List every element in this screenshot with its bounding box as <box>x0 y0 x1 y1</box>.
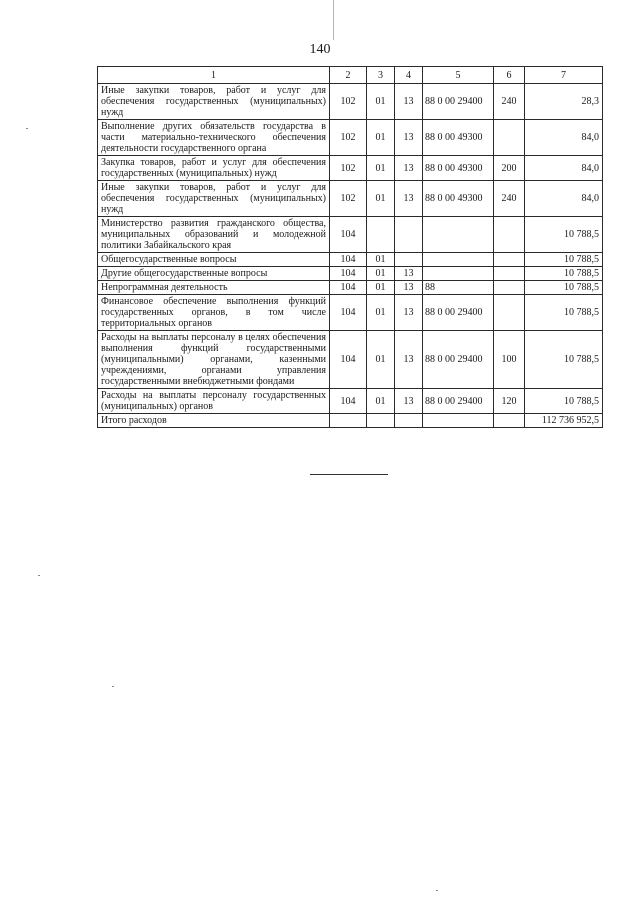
cell-col-6: 120 <box>494 389 525 414</box>
cell-col-4 <box>395 253 423 267</box>
cell-sum: 10 788,5 <box>525 281 603 295</box>
cell-col-5 <box>423 253 494 267</box>
table-row <box>98 295 603 331</box>
column-header: 4 <box>395 67 423 84</box>
table-body <box>98 84 603 428</box>
total-row <box>98 414 603 428</box>
scan-speck <box>112 686 114 687</box>
cell-col-6 <box>494 281 525 295</box>
column-header: 7 <box>525 67 603 84</box>
separator-line <box>310 474 388 475</box>
cell-col-4: 13 <box>395 281 423 295</box>
total-empty-cell <box>367 414 395 428</box>
table-row <box>98 181 603 217</box>
cell-col-2: 102 <box>330 156 367 181</box>
cell-col-4: 13 <box>395 156 423 181</box>
column-header: 3 <box>367 67 395 84</box>
cell-sum: 10 788,5 <box>525 267 603 281</box>
total-empty-cell <box>423 414 494 428</box>
row-name: Расходы на выплаты персоналу в целях обеспечения выполнения функций государственными (муниципальными) органами, казенными учреждениями, органами управления государственными внебюджетными фондами <box>98 331 330 389</box>
cell-col-4: 13 <box>395 120 423 156</box>
page-number: 140 <box>309 42 331 57</box>
cell-sum: 10 788,5 <box>525 389 603 414</box>
table-row <box>98 281 603 295</box>
cell-col-2: 102 <box>330 84 367 120</box>
cell-col-2: 104 <box>330 331 367 389</box>
total-empty-cell <box>494 414 525 428</box>
cell-col-3 <box>367 217 395 253</box>
budget-table <box>97 66 603 428</box>
cell-col-4 <box>395 217 423 253</box>
row-name: Общегосударственные вопросы <box>98 253 330 267</box>
cell-sum: 10 788,5 <box>525 217 603 253</box>
row-name: Закупка товаров, работ и услуг для обеспечения государственных (муниципальных) нужд <box>98 156 330 181</box>
cell-col-4: 13 <box>395 267 423 281</box>
cell-col-3: 01 <box>367 84 395 120</box>
total-empty-cell <box>395 414 423 428</box>
cell-col-2: 104 <box>330 217 367 253</box>
cell-sum: 84,0 <box>525 156 603 181</box>
cell-col-2: 102 <box>330 120 367 156</box>
row-name: Другие общегосударственные вопросы <box>98 267 330 281</box>
cell-col-2: 104 <box>330 389 367 414</box>
cell-col-5: 88 0 00 29400 <box>423 331 494 389</box>
cell-col-6 <box>494 267 525 281</box>
cell-col-5: 88 0 00 49300 <box>423 181 494 217</box>
cell-col-6: 240 <box>494 181 525 217</box>
scan-speck <box>38 575 40 576</box>
cell-col-2: 104 <box>330 281 367 295</box>
cell-col-5: 88 0 00 29400 <box>423 84 494 120</box>
cell-sum: 10 788,5 <box>525 253 603 267</box>
cell-col-4: 13 <box>395 181 423 217</box>
cell-col-6 <box>494 253 525 267</box>
cell-col-6: 200 <box>494 156 525 181</box>
row-name: Расходы на выплаты персоналу государственных (муниципальных) органов <box>98 389 330 414</box>
cell-sum: 28,3 <box>525 84 603 120</box>
cell-col-4: 13 <box>395 331 423 389</box>
cell-col-6: 240 <box>494 84 525 120</box>
table-row <box>98 217 603 253</box>
cell-col-4: 13 <box>395 389 423 414</box>
total-sum: 112 736 952,5 <box>525 414 603 428</box>
cell-col-3: 01 <box>367 389 395 414</box>
cell-col-5: 88 0 00 49300 <box>423 156 494 181</box>
cell-col-2: 104 <box>330 253 367 267</box>
cell-sum: 84,0 <box>525 120 603 156</box>
scan-speck <box>436 890 438 891</box>
cell-col-3: 01 <box>367 295 395 331</box>
cell-col-2: 104 <box>330 295 367 331</box>
cell-col-5 <box>423 267 494 281</box>
row-name: Выполнение других обязательств государства в части материально-технического обеспечения деятельности государственного органа <box>98 120 330 156</box>
cell-col-3: 01 <box>367 331 395 389</box>
table-row <box>98 156 603 181</box>
row-name: Иные закупки товаров, работ и услуг для обеспечения государственных (муниципальных) нужд <box>98 84 330 120</box>
table-row <box>98 120 603 156</box>
cell-sum: 84,0 <box>525 181 603 217</box>
table-row <box>98 331 603 389</box>
scan-speck <box>26 128 28 129</box>
cell-col-5: 88 0 00 29400 <box>423 295 494 331</box>
cell-col-4: 13 <box>395 295 423 331</box>
cell-col-3: 01 <box>367 181 395 217</box>
column-header: 1 <box>98 67 330 84</box>
cell-col-5: 88 <box>423 281 494 295</box>
scan-mark <box>333 0 334 40</box>
column-header: 6 <box>494 67 525 84</box>
column-header: 5 <box>423 67 494 84</box>
cell-col-5: 88 0 00 49300 <box>423 120 494 156</box>
cell-col-5 <box>423 217 494 253</box>
cell-col-6 <box>494 120 525 156</box>
total-empty-cell <box>330 414 367 428</box>
cell-col-3: 01 <box>367 281 395 295</box>
row-name: Непрограммная деятельность <box>98 281 330 295</box>
cell-sum: 10 788,5 <box>525 331 603 389</box>
cell-col-5: 88 0 00 29400 <box>423 389 494 414</box>
table-row <box>98 84 603 120</box>
cell-col-2: 102 <box>330 181 367 217</box>
table-row <box>98 389 603 414</box>
cell-col-3: 01 <box>367 267 395 281</box>
column-header: 2 <box>330 67 367 84</box>
table-row <box>98 267 603 281</box>
cell-col-3: 01 <box>367 120 395 156</box>
cell-col-6: 100 <box>494 331 525 389</box>
row-name: Финансовое обеспечение выполнения функций государственных органов, в том числе территориальных органов <box>98 295 330 331</box>
table-header-row <box>98 67 603 84</box>
cell-col-6 <box>494 217 525 253</box>
cell-col-6 <box>494 295 525 331</box>
total-label: Итого расходов <box>98 414 330 428</box>
cell-col-2: 104 <box>330 267 367 281</box>
row-name: Министерство развития гражданского общества, муниципальных образований и молодежной политики Забайкальского края <box>98 217 330 253</box>
cell-col-3: 01 <box>367 156 395 181</box>
row-name: Иные закупки товаров, работ и услуг для обеспечения государственных (муниципальных) нужд <box>98 181 330 217</box>
cell-sum: 10 788,5 <box>525 295 603 331</box>
table-row <box>98 253 603 267</box>
cell-col-4: 13 <box>395 84 423 120</box>
cell-col-3: 01 <box>367 253 395 267</box>
